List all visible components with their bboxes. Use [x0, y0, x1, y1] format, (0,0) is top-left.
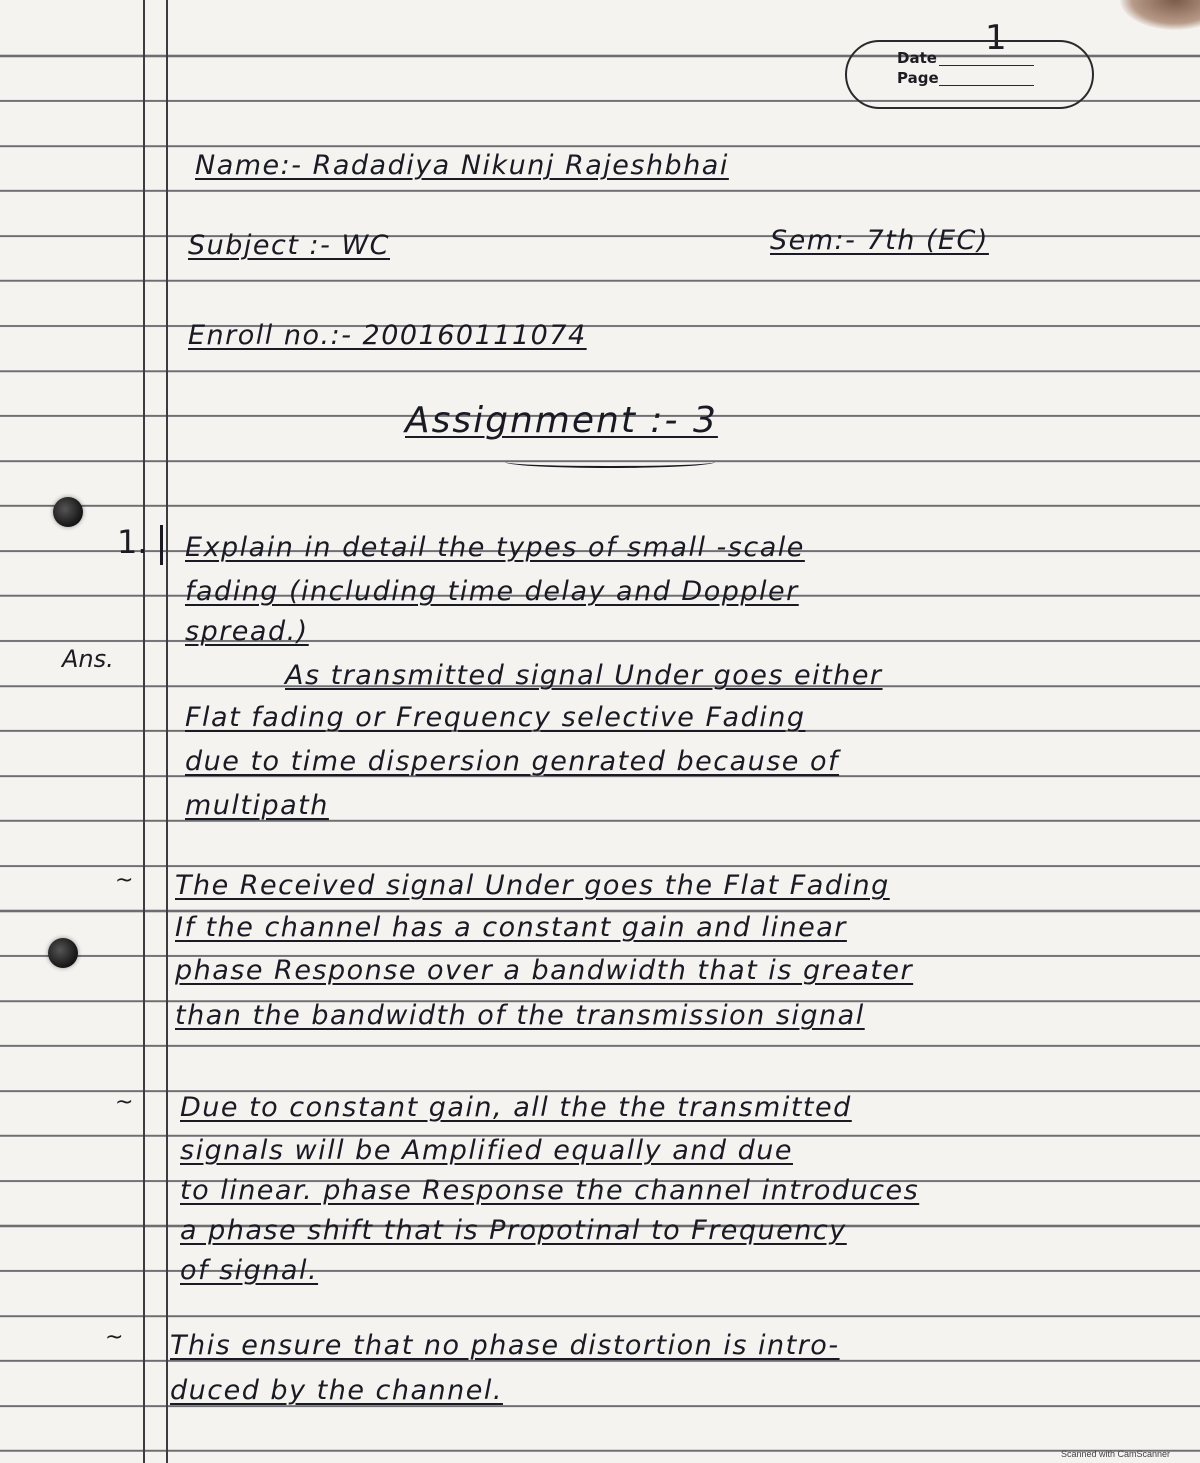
- point-line: Due to constant gain, all the the transmitted: [180, 1092, 852, 1123]
- answer-intro-line: As transmitted signal Under goes either: [285, 660, 883, 691]
- answer-intro-line: due to time dispersion genrated because of: [185, 746, 840, 777]
- subject: Subject :- WC: [188, 230, 390, 261]
- point-line: signals will be Amplified equally and due: [180, 1135, 793, 1166]
- answer-intro-line: multipath: [185, 790, 329, 821]
- finger-shadow: [1120, 0, 1200, 30]
- point-line: If the channel has a constant gain and linear: [175, 912, 847, 943]
- semester: Sem:- 7th (EC): [770, 225, 989, 256]
- date-label: Date: [897, 49, 937, 67]
- question-number: 1.: [117, 523, 148, 561]
- bullet-marker: ~: [115, 868, 134, 893]
- answer-intro-line: Flat fading or Frequency selective Fading: [185, 702, 806, 733]
- point-line: The Received signal Under goes the Flat Fading: [175, 870, 890, 901]
- margin-line-inner: [166, 0, 168, 1463]
- bullet-marker: ~: [115, 1090, 134, 1115]
- page-label: Page: [897, 69, 939, 87]
- point-line: of signal.: [180, 1255, 319, 1286]
- date-page-box: [845, 40, 1090, 105]
- date-line: [939, 65, 1034, 66]
- question-bar: [160, 525, 163, 565]
- title-swash: [505, 456, 715, 468]
- point-line: This ensure that no phase distortion is intro-: [170, 1330, 840, 1361]
- bullet-marker: ~: [105, 1325, 124, 1350]
- point-line: phase Response over a bandwidth that is greater: [175, 955, 914, 986]
- scanner-watermark: Scanned with CamScanner: [1060, 1449, 1170, 1459]
- point-line: than the bandwidth of the transmission signal: [175, 1000, 865, 1031]
- point-line: duced by the channel.: [170, 1375, 503, 1406]
- question-line: spread.): [185, 616, 309, 647]
- margin-line-outer: [143, 0, 145, 1463]
- punch-hole-bottom: [48, 938, 78, 968]
- answer-label: Ans.: [62, 645, 114, 673]
- student-name: Name:- Radadiya Nikunj Rajeshbhai: [195, 150, 729, 181]
- question-line: fading (including time delay and Doppler: [185, 576, 799, 607]
- assignment-title: Assignment :- 3: [405, 400, 718, 441]
- enroll-number: Enroll no.:- 200160111074: [188, 320, 587, 351]
- point-line: a phase shift that is Propotinal to Frequency: [180, 1215, 847, 1246]
- date-box-frame: [845, 40, 1094, 109]
- point-line: to linear. phase Response the channel introduces: [180, 1175, 920, 1206]
- question-line: Explain in detail the types of small -scale: [185, 532, 805, 563]
- page-number: 1: [985, 18, 1007, 58]
- punch-hole-top: [53, 497, 83, 527]
- page-line: [939, 85, 1034, 86]
